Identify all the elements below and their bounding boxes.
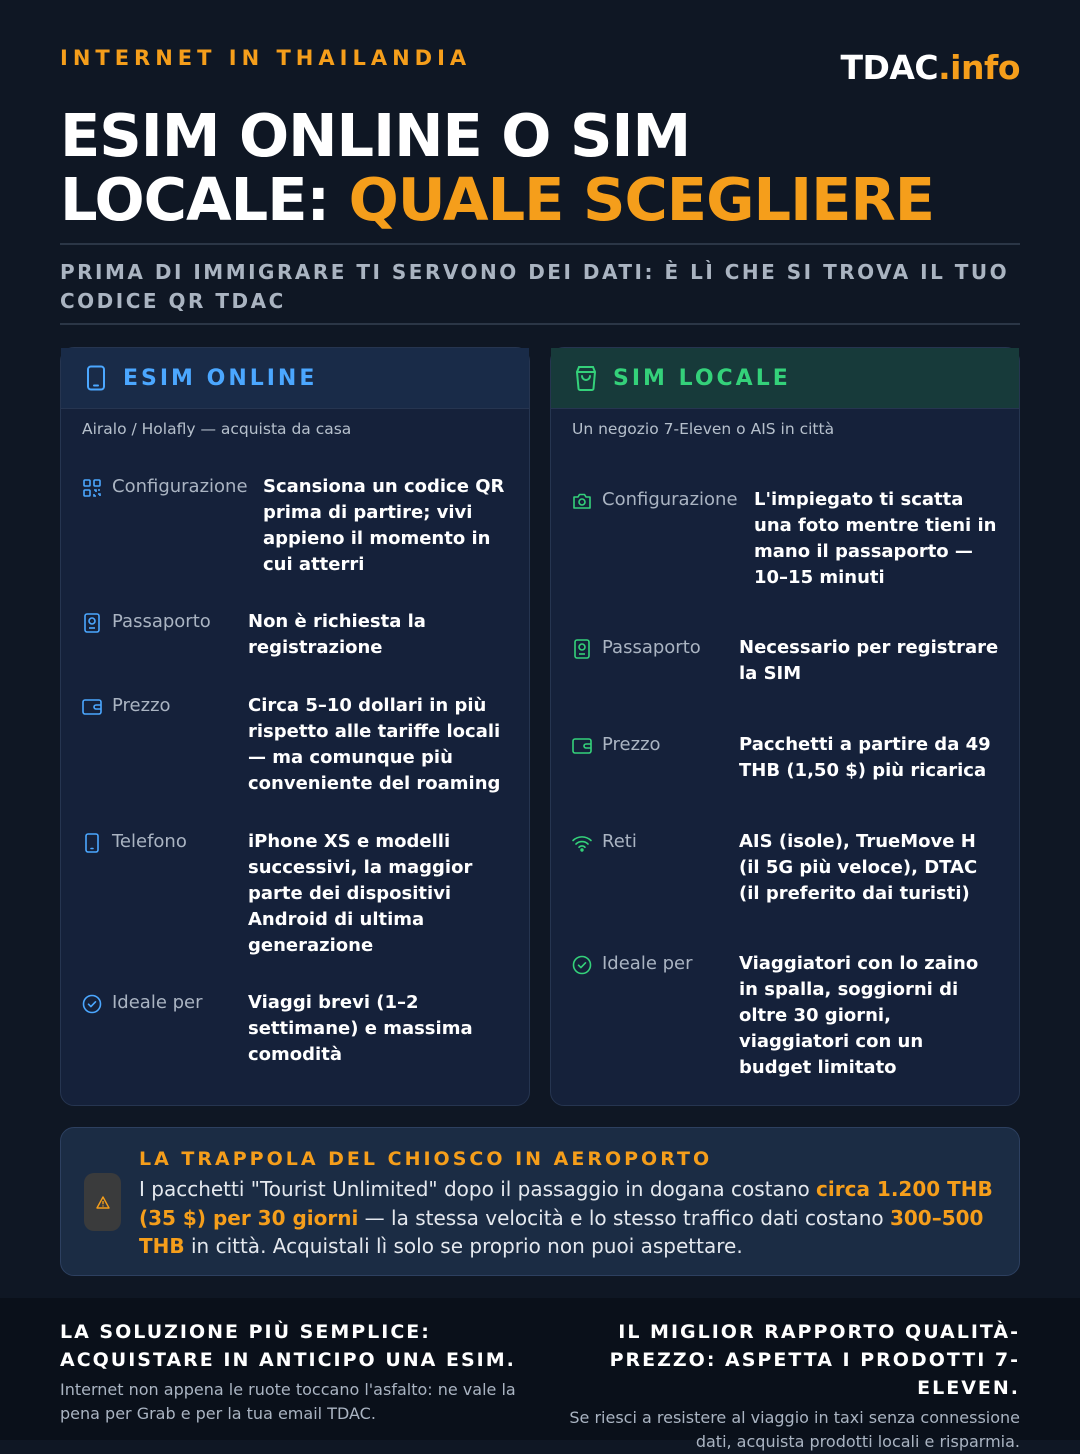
- title-line-1: ESIM ONLINE O SIM: [60, 101, 691, 170]
- camera-icon: [571, 490, 593, 512]
- footer-right-text: Se riesci a resistere al viaggio in taxi senza connessione dati, acquista prodotti locali e risparmia.: [569, 1408, 1020, 1451]
- row-label: Passaporto: [112, 611, 211, 632]
- warning-text-part: I pacchetti "Tourist Unlimited" dopo il passaggio in dogana costano: [139, 1177, 817, 1201]
- row-value: Viaggi brevi (1–2 settimane) e massima comodità: [248, 992, 473, 1065]
- row-value: L'impiegato ti scatta una foto mentre tieni in mano il passaporto — 10–15 minuti: [754, 489, 997, 588]
- phone-icon: [81, 832, 103, 854]
- check-circle-icon: [81, 993, 103, 1015]
- divider: [60, 243, 1020, 245]
- sim-card-subtitle: Un negozio 7-Eleven o AIS in città: [572, 420, 835, 438]
- row-label: Configurazione: [112, 476, 248, 497]
- phone-icon: [83, 365, 109, 391]
- footer-left-text: Internet non appena le ruote toccano l'asfalto: ne vale la pena per Grab e per la tua email TDAC.: [60, 1380, 516, 1423]
- airport-kiosk-warning: [60, 1127, 1020, 1276]
- esim-card-title: ESIM ONLINE: [123, 365, 318, 391]
- row-label: Ideale per: [602, 953, 693, 974]
- row-label: Passaporto: [602, 637, 701, 658]
- warning-title: LA TRAPPOLA DEL CHIOSCO IN AEROPORTO: [139, 1148, 713, 1170]
- footer-left: [60, 1318, 530, 1426]
- page-title: [60, 101, 1020, 234]
- footer-right-title: IL MIGLIOR RAPPORTO QUALITÀ-PREZZO: ASPETTA I PRODOTTI 7-ELEVEN.: [609, 1321, 1020, 1399]
- footer-right: [550, 1318, 1020, 1454]
- row-label: Prezzo: [602, 734, 661, 755]
- brand-accent: .info: [938, 48, 1020, 87]
- passport-icon: [571, 638, 593, 660]
- footer-left-title: LA SOLUZIONE PIÙ SEMPLICE: ACQUISTARE IN ANTICIPO UNA ESIM.: [60, 1321, 516, 1371]
- esim-card-subtitle: Airalo / Holafly — acquista da casa: [82, 420, 352, 438]
- row-value: Non è richiesta la registrazione: [248, 611, 426, 658]
- title-accent: QUALE SCEGLIERE: [348, 165, 935, 234]
- wallet-icon: [81, 696, 103, 718]
- passport-icon: [81, 612, 103, 634]
- warning-text: [139, 1175, 1009, 1261]
- wallet-icon: [571, 735, 593, 757]
- qr-code-icon: [81, 477, 103, 499]
- row-value: Viaggiatori con lo zaino in spalla, soggiorni di oltre 30 giorni, viaggiatori con un budget limitato: [739, 953, 979, 1078]
- warning-icon: [84, 1173, 121, 1231]
- warning-text-part: — la stessa velocità e lo stesso traffico dati costano: [358, 1205, 890, 1230]
- row-value: Necessario per registrare la SIM: [739, 637, 999, 684]
- row-label: Ideale per: [112, 992, 203, 1013]
- warning-highlight: 300–500 THB: [139, 1205, 984, 1258]
- warning-highlight: circa 1.200 THB (35 $) per 30 giorni: [139, 1177, 993, 1230]
- esim-card: [60, 347, 530, 1106]
- kicker: INTERNET IN THAILANDIA: [60, 46, 472, 70]
- brand-main: TDAC: [840, 48, 939, 87]
- sim-card-header: [551, 348, 1019, 409]
- sim-card: [550, 347, 1020, 1106]
- shopping-bag-icon: [573, 365, 599, 391]
- row-value: AIS (isole), TrueMove H (il 5G più veloce), DTAC (il preferito dai turisti): [739, 831, 978, 904]
- row-label: Configurazione: [602, 489, 738, 510]
- warning-text-part: in città. Acquistali lì solo se proprio non puoi aspettare.: [184, 1234, 743, 1258]
- row-value: iPhone XS e modelli successivi, la maggior parte dei dispositivi Android di ultima generazione: [248, 831, 473, 956]
- sim-card-title: SIM LOCALE: [613, 365, 791, 391]
- row-value: Circa 5–10 dollari in più rispetto alle tariffe locali — ma comunque più conveniente del roaming: [248, 695, 501, 794]
- divider: [60, 323, 1020, 325]
- row-value: Pacchetti a partire da 49 THB (1,50 $) più ricarica: [739, 734, 991, 781]
- esim-card-header: [61, 348, 529, 409]
- brand-logo: [840, 48, 1020, 87]
- footer: [0, 1298, 1080, 1451]
- page-subtitle: PRIMA DI IMMIGRARE TI SERVONO DEI DATI: È LÌ CHE SI TROVA IL TUO CODICE QR TDAC: [60, 260, 1010, 313]
- title-line-2: LOCALE:: [60, 165, 349, 234]
- wifi-icon: [571, 832, 593, 854]
- row-label: Prezzo: [112, 695, 171, 716]
- row-label: Telefono: [112, 831, 187, 852]
- check-circle-icon: [571, 954, 593, 976]
- row-value: Scansiona un codice QR prima di partire; vivi appieno il momento in cui atterri: [263, 476, 505, 575]
- row-label: Reti: [602, 831, 637, 852]
